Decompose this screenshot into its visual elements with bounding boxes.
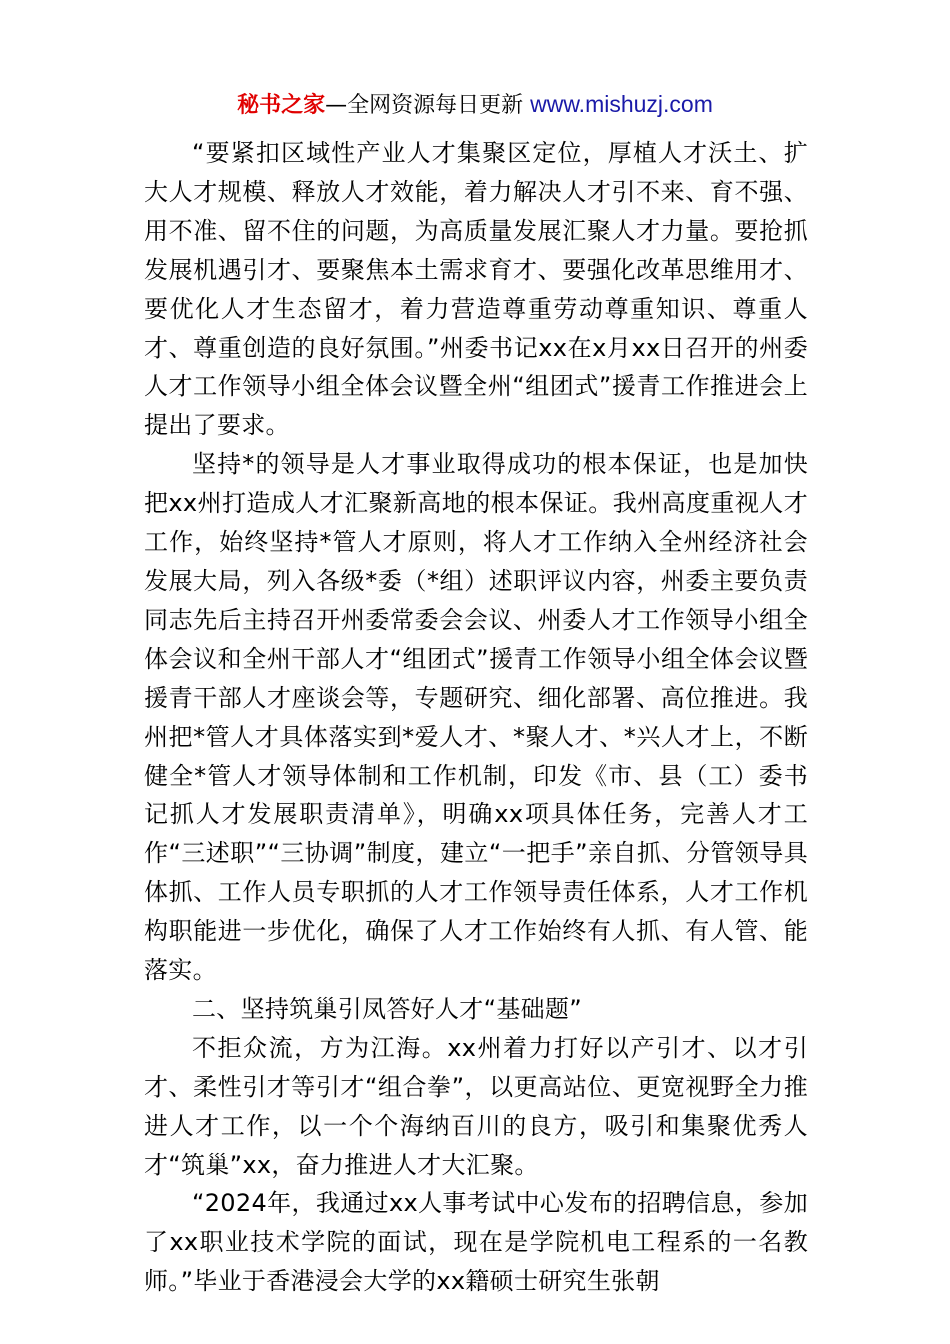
header-tagline: —全网资源每日更新	[325, 93, 524, 118]
brand-name: 秘书之家	[237, 93, 326, 118]
paragraph-1: “要紧扣区域性产业人才集聚区定位，厚植人才沃土、扩大人才规模、释放人才效能，着力解决人才引不来、育不强、用不准、留不住的问题，为高质量发展汇聚人才力量。要抢抓发展机遇引才、要聚焦本土需求育才、要强化改革思维用才、要优化人才生态留才，着力营造尊重劳动尊重知识、尊重人才、尊重创造的良好氛围。”州委书记xx在x月xx日召开的州委人才工作领导小组全体会议暨全州“组团式”援青工作推进会上提出了要求。	[144, 139, 808, 440]
website-link[interactable]: www.mishuzj.com	[530, 91, 713, 117]
document-body	[144, 134, 808, 1301]
section-heading-2: 二、坚持筑巢引凤答好人才“基础题”	[192, 994, 582, 1023]
paragraph-3: 不拒众流，方为江海。xx州着力打好以产引才、以才引才、柔性引才等引才“组合拳”，以更高站位、更宽视野全力推进人才工作，以一个个海纳百川的良方，吸引和集聚优秀人才“筑巢”xx，奋力推进人才大汇聚。	[144, 1033, 808, 1179]
page-header	[0, 88, 950, 122]
paragraph-4: “2024年，我通过xx人事考试中心发布的招聘信息，参加了xx职业技术学院的面试，现在是学院机电工程系的一名教师。”毕业于香港浸会大学的xx籍硕士研究生张朝	[144, 1189, 808, 1296]
paragraph-2: 坚持*的领导是人才事业取得成功的根本保证，也是加快把xx州打造成人才汇聚新高地的根本保证。我州高度重视人才工作，始终坚持*管人才原则，将人才工作纳入全州经济社会发展大局，列入各级*委（*组）述职评议内容，州委主要负责同志先后主持召开州委常委会会议、州委人才工作领导小组全体会议和全州干部人才“组团式”援青工作领导小组全体会议暨援青干部人才座谈会等，专题研究、细化部署、高位推进。我州把*管人才具体落实到*爱人才、*聚人才、*兴人才上，不断健全*管人才领导体制和工作机制，印发《市、县（工）委书记抓人才发展职责清单》，明确xx项具体任务，完善人才工作“三述职”“三协调”制度，建立“一把手”亲自抓、分管领导具体抓、工作人员专职抓的人才工作领导责任体系，人才工作机构职能进一步优化，确保了人才工作始终有人抓、有人管、能落实。	[144, 450, 808, 985]
